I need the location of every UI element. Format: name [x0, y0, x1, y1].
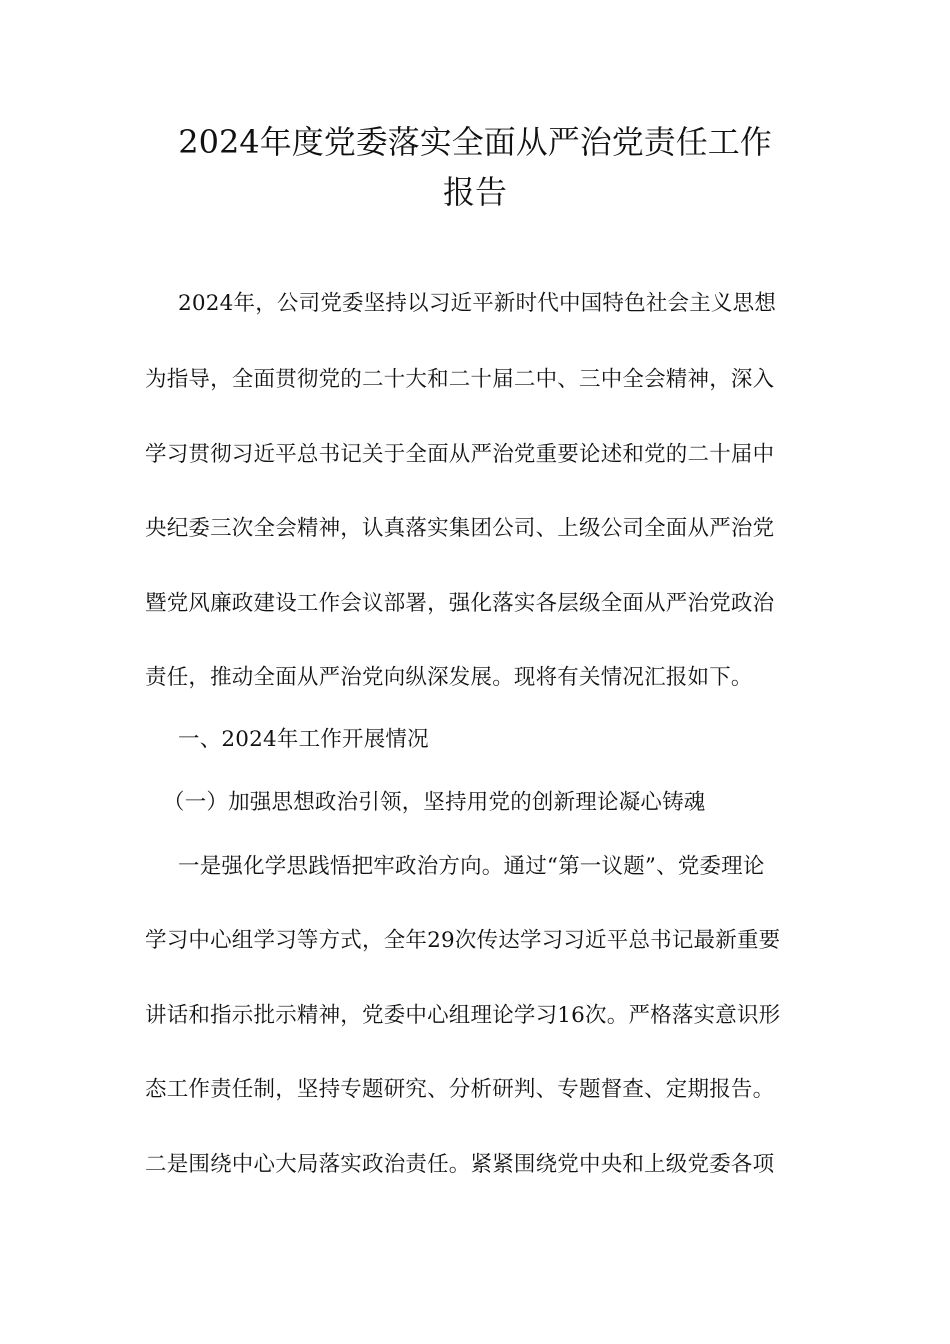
paragraph-line: 学习贯彻习近平总书记关于全面从严治党重要论述和党的二十届中 — [145, 442, 775, 467]
document-title-line-2: 报告 — [442, 173, 507, 211]
paragraph-line: 一是强化学思践悟把牢政治方向。通过“第一议题”、党委理论 — [178, 854, 765, 879]
paragraph-line: 态工作责任制，坚持专题研究、分析研判、专题督查、定期报告。 — [145, 1077, 775, 1102]
section-heading: 一、2024年工作开展情况 — [178, 727, 429, 752]
paragraph-line: 央纪委三次全会精神，认真落实集团公司、上级公司全面从严治党 — [145, 516, 775, 541]
subsection-heading: （一）加强思想政治引领，坚持用党的创新理论凝心铸魂 — [163, 790, 706, 815]
paragraph-line: 暨党风廉政建设工作会议部署，强化落实各层级全面从严治党政治 — [145, 591, 775, 616]
paragraph-line: 二是围绕中心大局落实政治责任。紧紧围绕党中央和上级党委各项 — [145, 1152, 775, 1177]
paragraph-line: 讲话和指示批示精神，党委中心组理论学习16次。严格落实意识形 — [145, 1003, 781, 1028]
paragraph-line: 为指导，全面贯彻党的二十大和二十届二中、三中全会精神，深入 — [145, 367, 775, 392]
paragraph-line: 学习中心组学习等方式，全年29次传达学习习近平总书记最新重要 — [145, 928, 781, 953]
paragraph-line: 2024年，公司党委坚持以习近平新时代中国特色社会主义思想 — [178, 291, 777, 316]
document-title-line-1: 2024年度党委落实全面从严治党责任工作 — [178, 123, 772, 161]
paragraph-line: 责任，推动全面从严治党向纵深发展。现将有关情况汇报如下。 — [145, 665, 753, 690]
